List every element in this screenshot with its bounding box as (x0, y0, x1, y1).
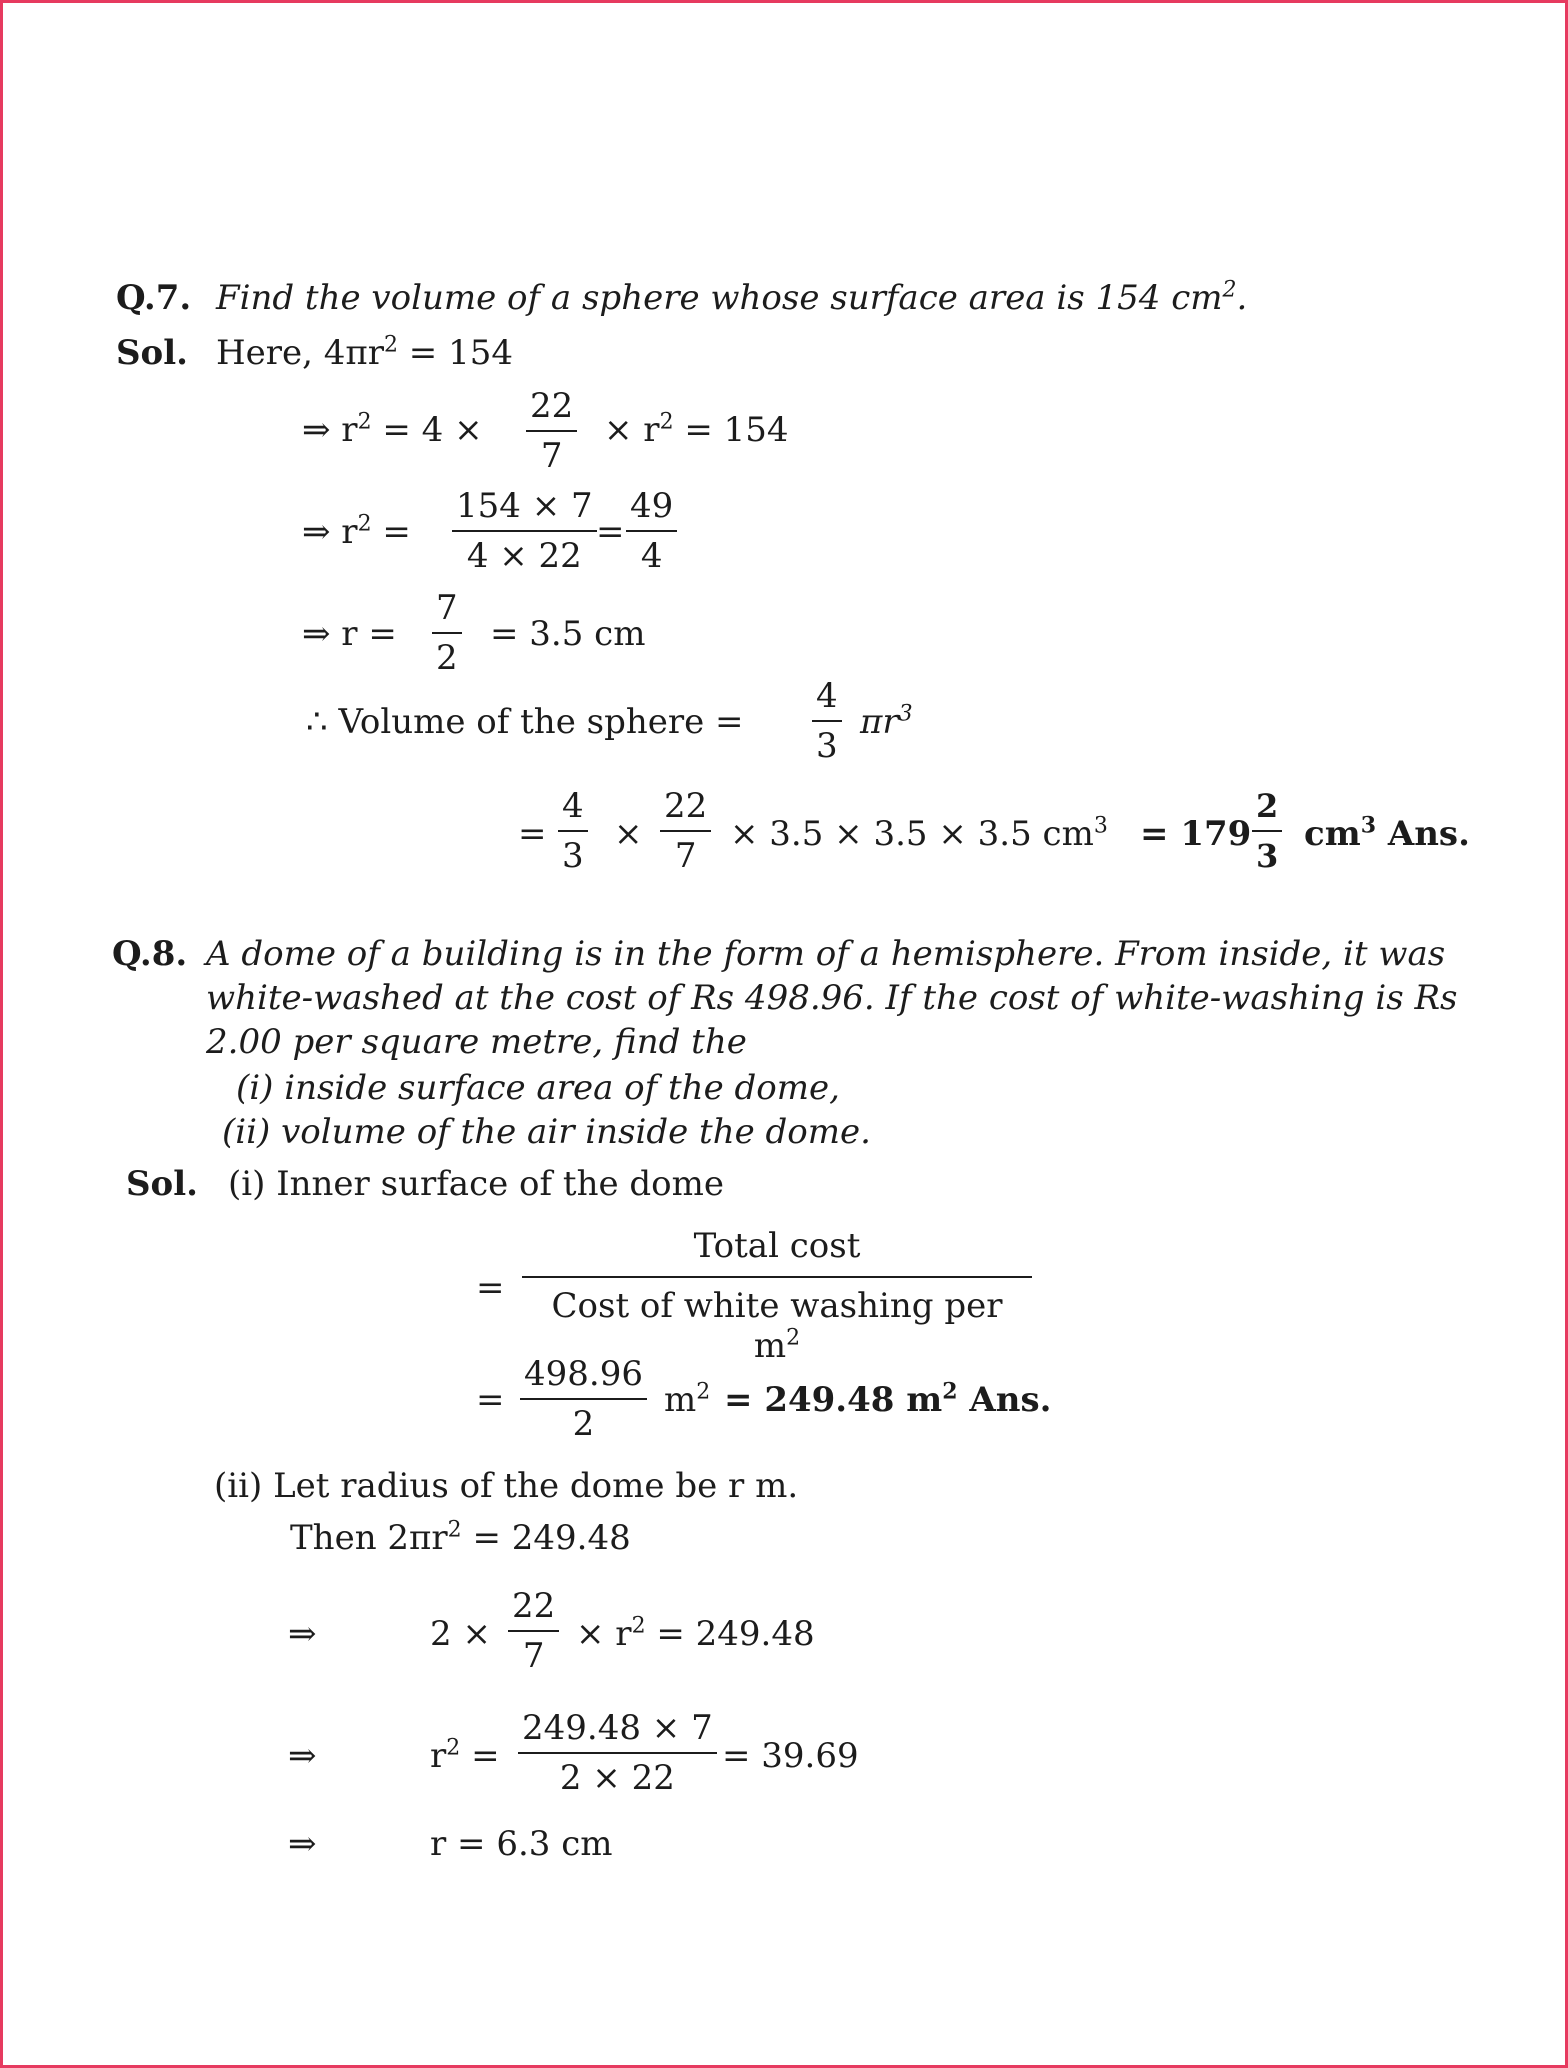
q8-cost-fraction: Total cost Cost of white washing per $m^2$ (522, 1226, 1032, 1366)
q7-final-product: × 3.5 × 3.5 × 3.5 $cm^3$ (730, 813, 1108, 854)
q8-step2-fraction: $\frac{249.48 \times 7}{2 \times 22}$ (518, 1708, 717, 1798)
q8-line3: 2.00 per square metre, find the (206, 1022, 747, 1062)
q8-sol-ii: (ii) Let radius of the dome be r m. (214, 1466, 799, 1506)
q7-step3-rhs: = 3.5 cm (490, 614, 646, 654)
q7-step1-fraction: $\frac{22}{7}$ (526, 386, 577, 476)
q8-part1: (i) inside surface area of the dome, (236, 1068, 840, 1108)
q8-part2: (ii) volume of the air inside the dome. (222, 1112, 871, 1152)
q7-step3-fraction: $\frac{7}{2}$ (432, 588, 462, 678)
q7-final-times: × (614, 814, 643, 854)
q8-then: Then $2\pi r^2 = 249.48$ (290, 1517, 631, 1558)
q7-final-eq: = (518, 814, 547, 854)
q7-step2-fraction2: $\frac{49}{4}$ (626, 486, 677, 576)
q7-volume-text: ∴ Volume of the sphere = (306, 702, 744, 742)
q7-here: Here, $4\pi r^2 = 154$ (216, 332, 513, 373)
q8-step3: r = 6.3 cm (430, 1824, 613, 1864)
q8-step3-arrow: ⇒ (288, 1824, 317, 1864)
q8-step1-arrow: ⇒ (288, 1614, 317, 1654)
q8-step1-rhs: × $r^2 = 249.48$ (576, 1613, 815, 1654)
q8-area-fraction: $\frac{498.96}{2}$ (520, 1354, 647, 1444)
q8-area-unit: $m^2$ (664, 1379, 711, 1420)
q7-step2-lhs: ⇒ $r^2$ = (302, 511, 411, 552)
q7-question: Find the volume of a sphere whose surface area is 154 $cm^2$. (216, 277, 1248, 318)
q7-label: Q.7. (116, 278, 192, 318)
q7-final-result: = 179 (1140, 814, 1252, 854)
q8-label: Q.8. (112, 934, 188, 974)
q8-step1-pre: 2 × (430, 1614, 491, 1654)
q7-volume-rhs: $\pi r^3$ (860, 701, 913, 742)
q7-final-result-fraction: $\frac{2}{3}$ (1252, 786, 1282, 876)
q8-sol-i: (i) Inner surface of the dome (228, 1164, 724, 1204)
q8-step2-rhs: = 39.69 (722, 1736, 859, 1776)
q8-area-answer: = 249.48 $m^2$ Ans. (724, 1378, 1052, 1420)
q7-step1-lhs: ⇒ $r^2 = 4$ × (302, 409, 483, 450)
q7-step3-lhs: ⇒ r = (302, 614, 397, 654)
q8-sol-label: Sol. (126, 1164, 198, 1204)
q8-line1: A dome of a building is in the form of a hemisphere. From inside, it was (206, 934, 1446, 974)
q7-sol-label: Sol. (116, 333, 188, 373)
q7-final-fraction2: $\frac{22}{7}$ (660, 786, 711, 876)
q8-step2-arrow: ⇒ (288, 1736, 317, 1776)
q7-volume-fraction: $\frac{4}{3}$ (812, 676, 842, 766)
q8-eq1: = (476, 1268, 505, 1308)
q7-step2-eq: = (596, 512, 625, 552)
q8-step1-fraction: $\frac{22}{7}$ (508, 1586, 559, 1676)
q7-answer: $cm^3$ Ans. (1304, 812, 1470, 854)
q8-line2: white-washed at the cost of Rs 498.96. If the cost of white-washing is Rs (206, 978, 1458, 1018)
q7-step1-rhs: × $r^2 = 154$ (604, 409, 789, 450)
q8-step2-lhs: $r^2$ = (430, 1735, 500, 1776)
q7-step2-fraction1: $\frac{154 \times 7}{4 \times 22}$ (452, 486, 597, 576)
q8-eq2: = (476, 1380, 505, 1420)
q7-final-fraction1: $\frac{4}{3}$ (558, 786, 588, 876)
